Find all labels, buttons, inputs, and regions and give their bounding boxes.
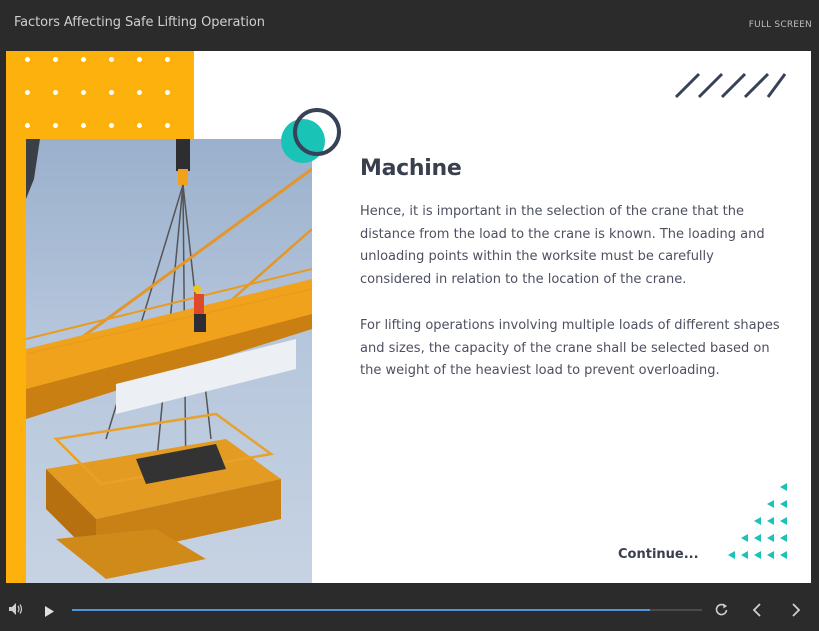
dot	[165, 57, 170, 62]
crane-lifting-photo	[26, 139, 312, 583]
continue-button[interactable]: Continue...	[618, 547, 699, 562]
triangle-mark	[780, 500, 787, 508]
dot	[53, 57, 58, 62]
playback-controls	[0, 583, 819, 631]
dot	[81, 90, 86, 95]
crane-illustration	[26, 139, 312, 583]
dot	[109, 123, 114, 128]
orange-dot-block	[6, 51, 194, 139]
dot	[25, 90, 30, 95]
triangle-mark	[780, 534, 787, 542]
chevron-left-icon[interactable]	[752, 603, 762, 622]
replay-icon[interactable]	[715, 603, 728, 621]
dot	[137, 123, 142, 128]
triangle-mark	[780, 551, 787, 559]
volume-icon[interactable]	[9, 602, 23, 620]
triangle-mark	[767, 517, 774, 525]
dot	[165, 123, 170, 128]
dot	[25, 57, 30, 62]
triangle-mark	[741, 534, 748, 542]
triangle-mark	[767, 551, 774, 559]
dot	[109, 90, 114, 95]
chevron-right-icon[interactable]	[791, 603, 801, 622]
triangle-mark	[754, 517, 761, 525]
triangle-mark	[728, 551, 735, 559]
triangle-pattern-decoration	[711, 479, 791, 559]
triangle-mark	[767, 500, 774, 508]
orange-strip	[6, 139, 26, 583]
triangle-mark	[754, 534, 761, 542]
navy-ring-decoration	[293, 108, 341, 156]
body-paragraph-2: For lifting operations involving multiple loads of different shapes and sizes, the capacity of the crane shall be selected based on the weight of the heaviest load to prevent overloading.	[360, 318, 780, 378]
dot	[137, 57, 142, 62]
dot	[81, 57, 86, 62]
fullscreen-button[interactable]: FULL SCREEN	[748, 20, 812, 30]
triangle-mark	[741, 551, 748, 559]
dot	[53, 90, 58, 95]
dot	[109, 57, 114, 62]
play-icon[interactable]	[45, 604, 55, 622]
slide-heading: Machine	[360, 156, 462, 181]
progress-fill	[72, 609, 650, 611]
title-bar	[0, 0, 819, 50]
slash-lines-decoration	[671, 71, 791, 101]
slide	[6, 51, 811, 583]
body-paragraph-1: Hence, it is important in the selection of the crane that the distance from the load to the crane is known. The loading and unloading points within the worksite must be carefully considered in relation to the location of the crane.	[360, 204, 765, 287]
dot	[165, 90, 170, 95]
triangle-mark	[767, 534, 774, 542]
dot	[81, 123, 86, 128]
dot	[53, 123, 58, 128]
dot	[137, 90, 142, 95]
dot	[25, 123, 30, 128]
triangle-mark	[780, 483, 787, 491]
triangle-mark	[754, 551, 761, 559]
course-title: Factors Affecting Safe Lifting Operation	[14, 15, 265, 30]
progress-bar[interactable]	[72, 609, 702, 611]
triangle-mark	[780, 517, 787, 525]
